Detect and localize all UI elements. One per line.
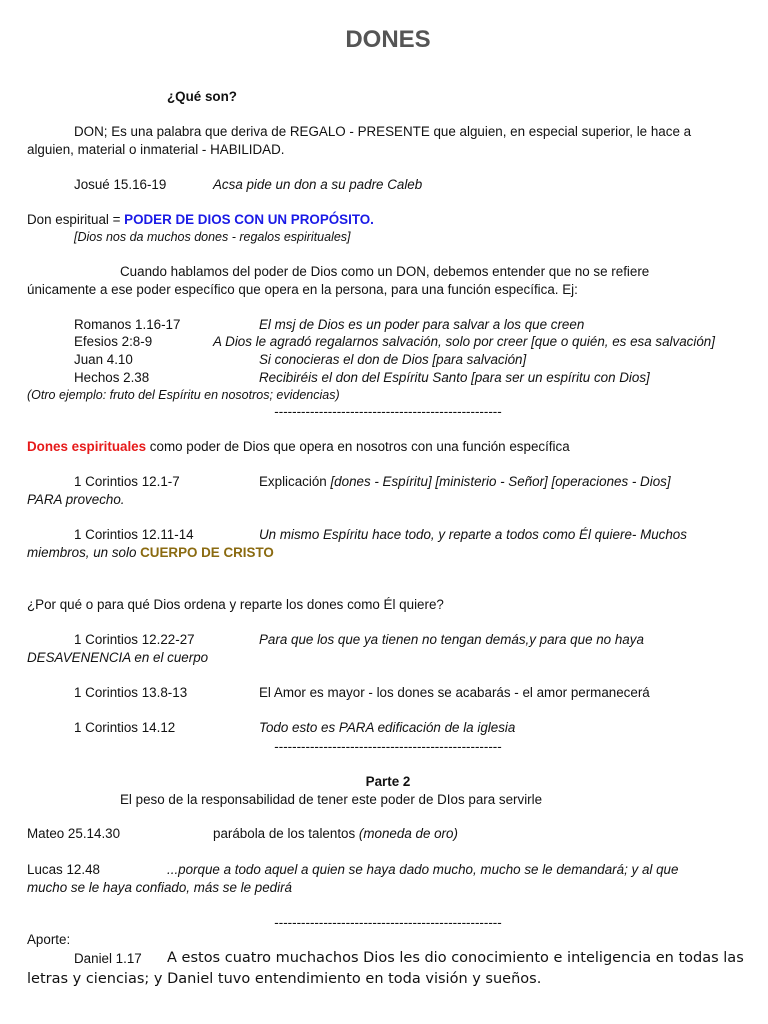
parte-2-heading: Parte 2 bbox=[365, 774, 411, 789]
corintios-1-line-2: PARA provecho. bbox=[27, 492, 125, 507]
corintios-1-italic: [dones - Espíritu] [ministerio - Señor] [operaciones - Dios] bbox=[330, 474, 671, 489]
don-espiritual-prefix: Don espiritual = bbox=[27, 212, 125, 227]
que-son-heading: ¿Qué son? bbox=[167, 89, 237, 104]
cuerpo-de-cristo-highlight: CUERPO DE CRISTO bbox=[140, 545, 274, 560]
don-espiritual-highlight: PODER DE DIOS CON UN PROPÓSITO. bbox=[124, 212, 374, 227]
corintios-1-reference: 1 Corintios 12.1-7 bbox=[74, 474, 180, 489]
aporte-label: Aporte: bbox=[27, 932, 71, 947]
document-title: DONES bbox=[345, 26, 431, 53]
corintios-5-reference: 1 Corintios 14.12 bbox=[74, 720, 176, 735]
mateo-text: parábola de los talentos bbox=[213, 826, 359, 841]
corintios-4-text: El Amor es mayor - los dones se acabarás - el amor permanecerá bbox=[259, 685, 650, 700]
josue-reference: Josué 15.16-19 bbox=[74, 177, 167, 192]
porque-question: ¿Por qué o para qué Dios ordena y reparte los dones como Él quiere? bbox=[27, 597, 444, 612]
corintios-4-reference: 1 Corintios 13.8-13 bbox=[74, 685, 188, 700]
corintios-5-text: Todo esto es PARA edificación de la iglesia bbox=[259, 720, 516, 735]
corintios-2-prefix: miembros, un solo bbox=[27, 545, 141, 560]
reference-romanos: Romanos 1.16-17 bbox=[74, 317, 181, 332]
don-espiritual-note: [Dios nos da muchos dones - regalos espirituales] bbox=[74, 230, 351, 244]
lucas-reference: Lucas 12.48 bbox=[27, 862, 100, 877]
josue-text: Acsa pide un don a su padre Caleb bbox=[213, 177, 423, 192]
dones-espirituales-rest: como poder de Dios que opera en nosotros con una función específica bbox=[146, 439, 570, 454]
corintios-2-reference: 1 Corintios 12.11-14 bbox=[74, 527, 194, 542]
reference-hechos-text: Recibiréis el don del Espíritu Santo [para ser un espíritu con Dios] bbox=[259, 370, 650, 385]
corintios-3-reference: 1 Corintios 12.22-27 bbox=[74, 632, 195, 647]
reference-romanos-text: El msj de Dios es un poder para salvar a los que creen bbox=[259, 317, 585, 332]
reference-juan: Juan 4.10 bbox=[74, 352, 133, 367]
daniel-reference: Daniel 1.17 bbox=[74, 951, 142, 966]
mateo-text-line bbox=[213, 825, 458, 843]
separator-2: --------------------------------------------------- bbox=[274, 739, 502, 754]
corintios-3-line-2: DESAVENENCIA en el cuerpo bbox=[27, 650, 209, 665]
corintios-2-line-2 bbox=[27, 544, 274, 562]
mateo-reference: Mateo 25.14.30 bbox=[27, 826, 121, 841]
definition-line-1: DON; Es una palabra que deriva de REGALO - PRESENTE que alguien, en especial superior, le hace a bbox=[74, 124, 692, 139]
corintios-1-text bbox=[259, 473, 671, 491]
daniel-text: A estos cuatro muchachos Dios les dio conocimiento e inteligencia en todas las bbox=[167, 950, 744, 966]
cuando-line-1: Cuando hablamos del poder de Dios como un DON, debemos entender que no se refiere bbox=[120, 264, 650, 279]
reference-juan-text: Si conocieras el don de Dios [para salvación] bbox=[259, 352, 527, 367]
mateo-italic: (moneda de oro) bbox=[358, 826, 458, 841]
parte-2-subtitle: El peso de la responsabilidad de tener este poder de DIos para servirle bbox=[120, 792, 543, 807]
reference-efesios: Efesios 2:8-9 bbox=[74, 334, 153, 349]
otro-ejemplo-note: (Otro ejemplo: fruto del Espíritu en nosotros; evidencias) bbox=[27, 388, 340, 402]
cuando-line-2: únicamente a ese poder específico que opera en la persona, para una función específica. Ej: bbox=[27, 282, 578, 297]
dones-espirituales-label: Dones espirituales bbox=[27, 439, 147, 454]
reference-efesios-text: A Dios le agradó regalarnos salvación, solo por creer [que o quién, es esa salvación] bbox=[213, 334, 715, 349]
don-espiritual-line bbox=[27, 211, 374, 229]
separator-1: --------------------------------------------------- bbox=[274, 404, 502, 419]
corintios-3-text: Para que los que ya tienen no tengan demás,y para que no haya bbox=[259, 632, 644, 647]
dones-espirituales-line bbox=[27, 438, 570, 456]
definition-line-2: alguien, material o inmaterial - HABILIDAD. bbox=[27, 142, 285, 157]
lucas-line-2: mucho se le haya confiado, más se le pedirá bbox=[27, 880, 292, 895]
separator-3: --------------------------------------------------- bbox=[274, 915, 502, 930]
corintios-1-plain: Explicación bbox=[259, 474, 331, 489]
reference-hechos: Hechos 2.38 bbox=[74, 370, 150, 385]
lucas-text: ...porque a todo aquel a quien se haya dado mucho, mucho se le demandará; y al que bbox=[167, 862, 679, 877]
corintios-2-text: Un mismo Espíritu hace todo, y reparte a todos como Él quiere- Muchos bbox=[259, 527, 687, 542]
daniel-line-2: letras y ciencias; y Daniel tuvo entendimiento en toda visión y sueños. bbox=[27, 971, 542, 987]
